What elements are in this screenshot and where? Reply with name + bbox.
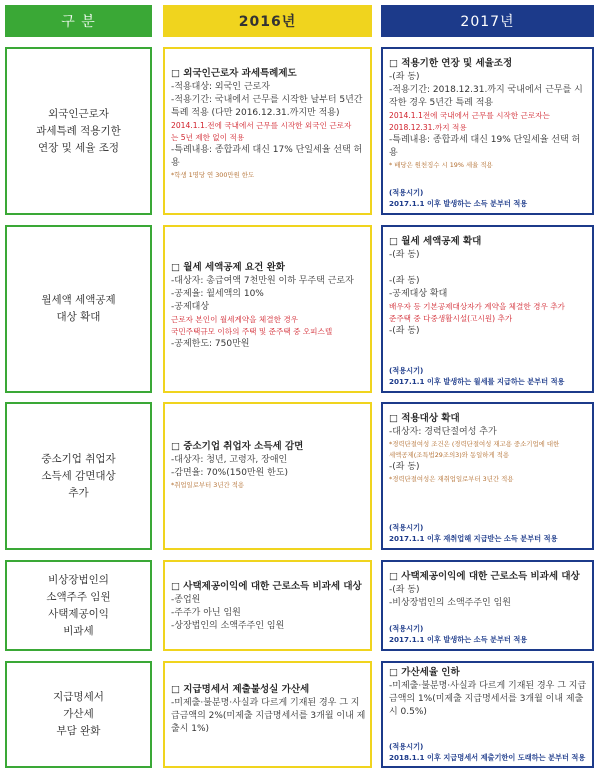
item-line: -미제출·불분명·사실과 다르게 기재된 경우 그 지급금액의 2%(미제출 지급명세서를 3개월 이내 제출시 1%) <box>171 698 366 734</box>
item-line: -공제한도: 750만원 <box>171 339 250 349</box>
schedule-text: 2017.1.1 이후 재취업해 지급받는 소득 분부터 적용 <box>389 534 558 543</box>
item-line: -적용기간: 2018.12.31.까지 국내에서 근무를 시작한 경우 5년간 특례 적용 <box>389 85 583 108</box>
item-note: 국민주택규모 이하의 주택 및 준주택 중 오피스텔 <box>171 327 333 336</box>
item-line: -(좌 동) <box>389 276 420 286</box>
header-2016: 2016년 <box>163 5 372 37</box>
item-note: 준주택 중 다중생활시설(고시원) 추가 <box>389 314 513 323</box>
item-note: 2014.1.1.전에 국내에서 근무를 시작한 외국인 근로자 <box>171 121 352 130</box>
schedule-block <box>389 522 588 544</box>
item-line: -미제출·불분명·사실과 다르게 기재된 경우 그 지급금액의 1%(미제출 지급명세서를 3개월 이내 제출시 0.5%) <box>389 681 587 717</box>
item-footnote: *학생 1명당 연 300만원 한도 <box>171 171 255 179</box>
schedule-block <box>389 187 588 209</box>
item-line: -(좌 동) <box>389 72 420 82</box>
schedule-label: (적용시기) <box>389 366 424 375</box>
item-title: □ 적용대상 확대 <box>389 413 460 424</box>
item-line: -(좌 동) <box>389 462 420 472</box>
item-line: -대상자: 총급여액 7천만원 이하 무주택 근로자 <box>171 276 354 286</box>
schedule-label: (적용시기) <box>389 188 424 197</box>
category-label: 중소기업 취업자 소득세 감면대상 추가 <box>41 452 116 499</box>
item-footnote: *취업일로부터 3년간 적용 <box>171 481 245 489</box>
item-footnote: * 배당은 원천징수 시 19% 세율 적용 <box>389 161 493 169</box>
schedule-block <box>389 741 588 763</box>
category-cell-foreign-worker <box>5 47 152 215</box>
item-note: 2018.12.31.까지 적용 <box>389 123 467 132</box>
item-title: □ 중소기업 취업자 소득세 감면 <box>171 441 304 452</box>
schedule-label: (적용시기) <box>389 523 424 532</box>
item-title: □ 사택제공이익에 대한 근로소득 비과세 대상 <box>389 571 580 582</box>
schedule-text: 2017.1.1 이후 발생하는 월세를 지급하는 분부터 적용 <box>389 377 565 386</box>
item-title: □ 가산세율 인하 <box>389 667 460 678</box>
cell-2017-foreign-worker <box>381 47 594 215</box>
category-label: 외국인근로자 과세특례 적용기한 연장 및 세율 조정 <box>36 107 121 154</box>
item-note: 는 5년 제한 없이 적용 <box>171 133 245 142</box>
category-label: 월세액 세액공제 대상 확대 <box>41 294 116 323</box>
item-line: -공제대상 <box>171 302 210 312</box>
item-line: -공제율: 월세액의 10% <box>171 289 264 299</box>
item-line: -특례내용: 종합과세 대신 17% 단일세율 선택 허용 <box>171 145 363 168</box>
schedule-text: 2018.1.1 이후 지급명세서 제출기한이 도래하는 분부터 적용 <box>389 753 586 762</box>
item-title: □ 사택제공이익에 대한 근로소득 비과세 대상 <box>171 581 362 592</box>
cell-2017-housing <box>381 560 594 651</box>
item-note: 배우자 등 기본공제대상자가 계약을 체결한 경우 추가 <box>389 302 565 311</box>
item-footnote: *경력단절여성은 재취업일로부터 3년간 적용 <box>389 475 514 483</box>
item-line: -적용대상: 외국인 근로자 <box>171 82 270 92</box>
item-line: -비상장법인의 소액주주인 임원 <box>389 598 511 608</box>
item-line: -주주가 아닌 임원 <box>171 608 241 618</box>
item-line: -대상자: 청년, 고령자, 장애인 <box>171 455 288 465</box>
item-line: -대상자: 경력단절여성 추가 <box>389 427 497 437</box>
item-note: 2014.1.1전에 국내에서 근무를 시작한 근로자는 <box>389 111 550 120</box>
category-cell-housing <box>5 560 152 651</box>
item-footnote: *경력단절여성 조건은 (경력단절여성 재고용 중소기업에 대한 <box>389 440 560 448</box>
item-line: -상장법인의 소액주주인 임원 <box>171 621 285 631</box>
category-cell-sme <box>5 402 152 550</box>
item-line: -(좌 동) <box>389 326 420 336</box>
item-title: □ 지급명세서 제출불성실 가산세 <box>171 684 310 695</box>
category-label: 지급명세서 가산세 부담 완화 <box>53 691 104 737</box>
cell-2017-penalty <box>381 661 594 768</box>
item-line: -감면율: 70%(150만원 한도) <box>171 468 289 478</box>
category-label: 비상장법인의 소액주주 임원 사택제공이익 비과세 <box>46 573 111 637</box>
cell-2016-penalty <box>163 661 372 768</box>
item-title: □ 적용기한 연장 및 세율조정 <box>389 58 513 69</box>
item-footnote: 세액공제(조특법29조의3)와 동일하게 적용 <box>389 451 510 459</box>
cell-2016-rent <box>163 225 372 393</box>
cell-2017-rent <box>381 225 594 393</box>
schedule-text: 2017.1.1 이후 발생하는 소득 분부터 적용 <box>389 635 528 644</box>
item-note: 근로자 본인이 월세계약을 체결한 경우 <box>171 315 299 324</box>
item-line: -공제대상 확대 <box>389 289 448 299</box>
item-line: -(좌 동) <box>389 585 420 595</box>
schedule-label: (적용시기) <box>389 624 424 633</box>
schedule-block <box>389 365 588 387</box>
category-cell-rent <box>5 225 152 393</box>
item-title: □ 월세 세액공제 요건 완화 <box>171 262 285 273</box>
cell-2016-foreign-worker <box>163 47 372 215</box>
item-title: □ 외국인근로자 과세특례제도 <box>171 68 297 79</box>
item-title: □ 월세 세액공제 확대 <box>389 236 482 247</box>
category-cell-penalty <box>5 661 152 768</box>
header-2017: 2017년 <box>381 5 594 37</box>
schedule-text: 2017.1.1 이후 발생하는 소득 분부터 적용 <box>389 199 528 208</box>
cell-2017-sme <box>381 402 594 550</box>
cell-2016-sme <box>163 402 372 550</box>
cell-2016-housing <box>163 560 372 651</box>
item-line: -적용기간: 국내에서 근무를 시작한 날부터 5년간 특례 적용 (다만 2016.12.31.까지만 적용) <box>171 95 363 118</box>
item-line <box>389 262 588 275</box>
item-line: -특례내용: 종합과세 대신 19% 단일세율 선택 허용 <box>389 135 581 158</box>
item-line: -(좌 동) <box>389 250 420 260</box>
schedule-block <box>389 623 588 645</box>
header-category: 구 분 <box>5 5 152 37</box>
item-line: -종업원 <box>171 595 201 605</box>
schedule-label: (적용시기) <box>389 742 424 751</box>
